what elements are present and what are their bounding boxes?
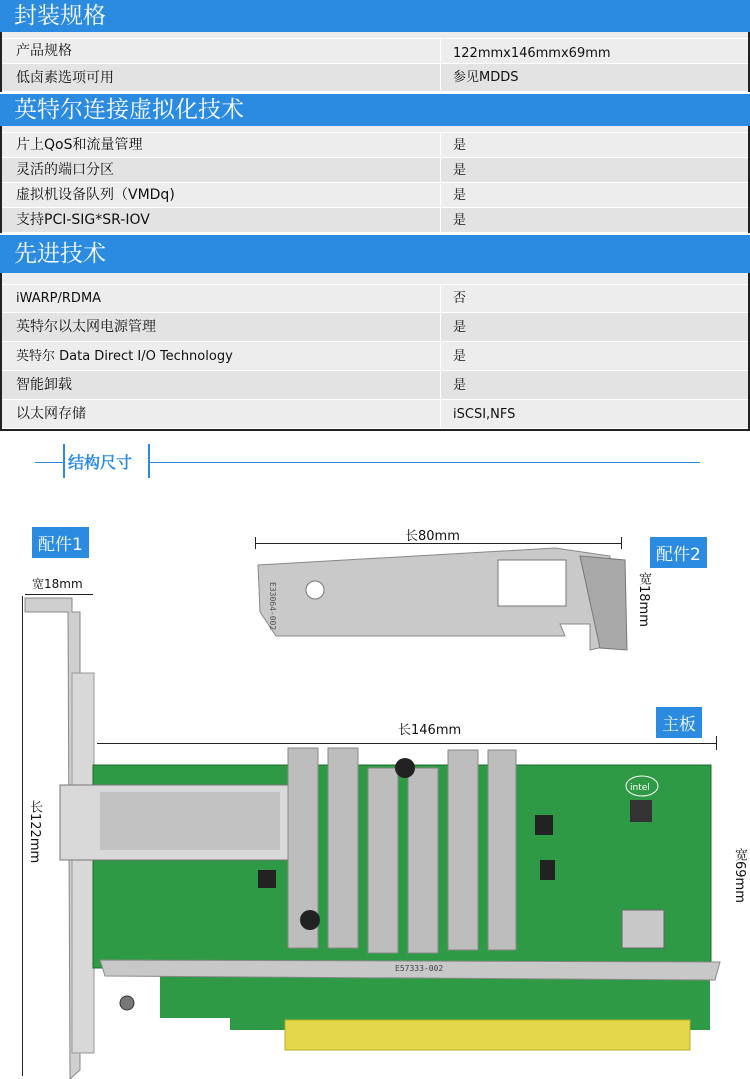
- row-label: 片上QoS和流量管理: [16, 137, 143, 153]
- section-title: 先进技术: [14, 241, 106, 267]
- section-title: 封装规格: [14, 3, 106, 29]
- row-label: 虚拟机设备队列（VMDq): [16, 187, 175, 203]
- part2-length-label: 长80mm: [405, 529, 460, 544]
- row-label: 智能卸载: [16, 377, 72, 393]
- heatsink-code-text: E57333-002: [395, 964, 444, 973]
- part1-tag: 配件1: [32, 527, 89, 558]
- row-label: 英特尔 Data Direct I/O Technology: [16, 349, 233, 364]
- bracket-code-text: E33064-002: [268, 582, 277, 631]
- network-card-board: [60, 748, 720, 1050]
- row-value: 参见MDDS: [440, 64, 748, 91]
- row-value: 是: [440, 183, 748, 207]
- row-value: 是: [440, 208, 748, 232]
- low-profile-bracket: [258, 548, 627, 650]
- board-width-label: 宽69mm: [732, 848, 747, 903]
- row-value: 是: [440, 342, 748, 370]
- row-value: 是: [440, 133, 748, 157]
- brand-text: intel: [630, 783, 650, 793]
- row-value: 是: [440, 313, 748, 341]
- part1-length-label: 长122mm: [27, 800, 42, 864]
- row-value: 是: [440, 158, 748, 182]
- row-value: 122mmx146mmx69mm: [440, 39, 748, 63]
- part2-width-label: 宽18mm: [636, 572, 651, 627]
- row-label: iWARP/RDMA: [16, 291, 102, 306]
- row-label: 支持PCI-SIG*SR-IOV: [16, 212, 150, 228]
- row-label: 英特尔以太网电源管理: [16, 319, 156, 335]
- section-title: 英特尔连接虚拟化技术: [14, 97, 244, 123]
- part2-tag: 配件2: [650, 537, 707, 568]
- board-length-label: 长146mm: [398, 723, 462, 738]
- row-value: 是: [440, 371, 748, 399]
- row-label: 产品规格: [16, 43, 72, 59]
- row-label: 灵活的端口分区: [16, 162, 114, 178]
- board-tag: 主板: [656, 707, 702, 738]
- part1-width-label: 宽18mm: [32, 577, 83, 591]
- row-label: 以太网存储: [16, 406, 86, 422]
- structure-title-text: 结构尺寸: [68, 453, 133, 472]
- row-value: 否: [440, 285, 748, 312]
- row-label: 低卤素选项可用: [16, 70, 114, 86]
- row-value: iSCSI,NFS: [440, 400, 748, 428]
